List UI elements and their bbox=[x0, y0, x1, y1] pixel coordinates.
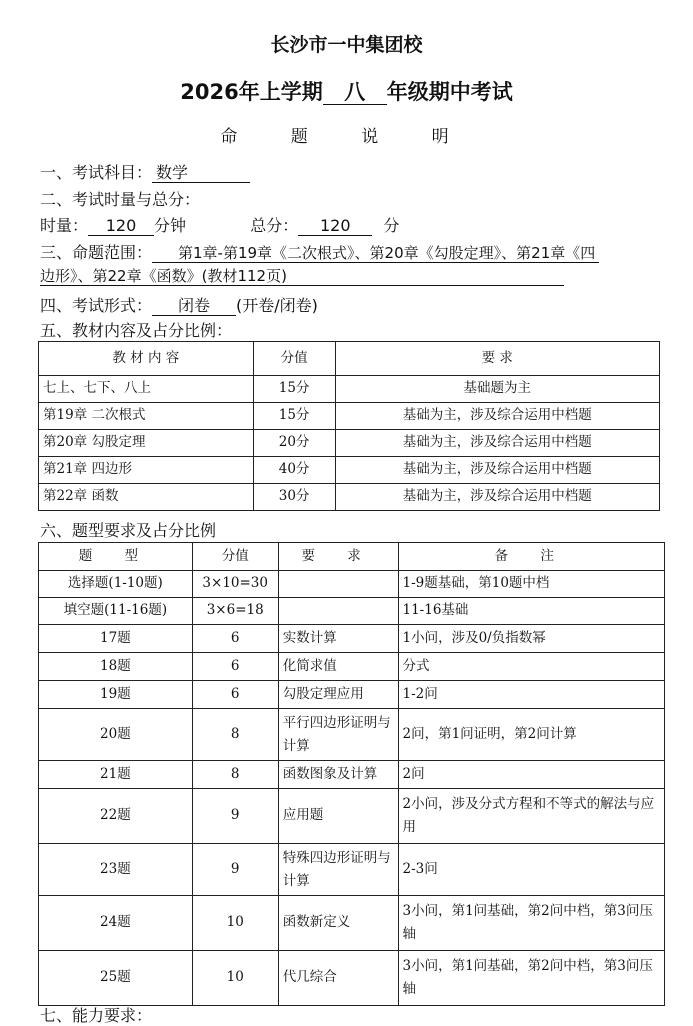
cell-type: 22题 bbox=[39, 789, 193, 844]
table-row bbox=[39, 484, 660, 511]
table-row bbox=[39, 709, 665, 761]
table-row bbox=[39, 844, 665, 896]
table-row bbox=[39, 789, 665, 844]
cell-requirement: 基础为主，涉及综合运用中档题 bbox=[335, 484, 659, 511]
cell-note: 1小问，涉及0/负指数幂 bbox=[398, 625, 665, 653]
cell-content: 第19章 二次根式 bbox=[39, 403, 254, 430]
doc-subtitle: 命 题 说 明 bbox=[220, 127, 473, 147]
cell-note: 2问，第1问证明，第2问计算 bbox=[398, 709, 665, 761]
cell-score: 30分 bbox=[253, 484, 335, 511]
cell-note: 2小问，涉及分式方程和不等式的解法与应用 bbox=[398, 789, 665, 844]
cell-score: 8 bbox=[192, 709, 278, 761]
table-row bbox=[39, 457, 660, 484]
table-row bbox=[39, 761, 665, 789]
section-ability-label: 七、能力要求： bbox=[40, 1006, 153, 1025]
cell-note: 3小问，第1问基础，第2问中档，第3问压轴 bbox=[398, 951, 665, 1006]
cell-requirement: 函数图象及计算 bbox=[278, 761, 398, 789]
cell-score: 6 bbox=[192, 653, 278, 681]
cell-score: 15分 bbox=[253, 376, 335, 403]
table-row bbox=[39, 653, 665, 681]
cell-requirement: 实数计算 bbox=[278, 625, 398, 653]
section-subject bbox=[40, 160, 250, 183]
cell-content: 七上、七下、八上 bbox=[39, 376, 254, 403]
content-ratio-table bbox=[38, 341, 660, 511]
cell-score: 3×10=30 bbox=[192, 571, 278, 598]
time-unit: 分钟 bbox=[154, 216, 187, 235]
cell-score: 6 bbox=[192, 681, 278, 709]
time-value: 120 bbox=[88, 217, 154, 236]
format-note: (开卷/闭卷) bbox=[236, 296, 318, 315]
cell-score: 20分 bbox=[253, 430, 335, 457]
section-time-score-label: 二、考试时量与总分： bbox=[40, 190, 201, 209]
cell-requirement bbox=[278, 571, 398, 598]
exam-title-suffix: 年级期中考试 bbox=[386, 80, 513, 104]
score-label: 总分： bbox=[250, 216, 299, 235]
cell-type: 选择题(1-10题) bbox=[39, 571, 193, 598]
scope-label: 三、命题范围： bbox=[40, 243, 153, 262]
time-label: 时量： bbox=[40, 216, 89, 235]
cell-type: 24题 bbox=[39, 896, 193, 951]
cell-score: 10 bbox=[192, 951, 278, 1006]
cell-type: 填空题(11-16题) bbox=[39, 598, 193, 625]
cell-note: 11-16基础 bbox=[398, 598, 665, 625]
section-scope bbox=[40, 240, 599, 263]
cell-requirement: 特殊四边形证明与计算 bbox=[278, 844, 398, 896]
cell-content: 第20章 勾股定理 bbox=[39, 430, 254, 457]
table-row bbox=[39, 571, 665, 598]
header-note: 备 注 bbox=[398, 543, 665, 571]
section-format bbox=[40, 293, 318, 316]
cell-type: 21题 bbox=[39, 761, 193, 789]
cell-type: 18题 bbox=[39, 653, 193, 681]
exam-title-prefix: 2026年上学期 bbox=[180, 80, 323, 104]
header-type: 题 型 bbox=[39, 543, 193, 571]
cell-score: 40分 bbox=[253, 457, 335, 484]
exam-grade: 八 bbox=[323, 80, 387, 105]
cell-note: 2问 bbox=[398, 761, 665, 789]
school-name: 长沙市一中集团校 bbox=[270, 34, 423, 56]
table-header-row bbox=[39, 543, 665, 571]
section-question-types-label: 六、题型要求及占分比例 bbox=[40, 521, 217, 540]
cell-requirement: 化简求值 bbox=[278, 653, 398, 681]
cell-note: 1-9题基础，第10题中档 bbox=[398, 571, 665, 598]
scope-line1: 第1章-第19章《二次根式》、第20章《勾股定理》、第21章《四 bbox=[152, 245, 599, 263]
cell-note: 3小问，第1问基础，第2问中档，第3问压轴 bbox=[398, 896, 665, 951]
cell-note: 分式 bbox=[398, 653, 665, 681]
cell-requirement: 基础为主，涉及综合运用中档题 bbox=[335, 403, 659, 430]
cell-type: 25题 bbox=[39, 951, 193, 1006]
subject-label: 一、考试科目： bbox=[40, 163, 153, 182]
cell-score: 3×6=18 bbox=[192, 598, 278, 625]
cell-score: 9 bbox=[192, 844, 278, 896]
table-row bbox=[39, 951, 665, 1006]
cell-requirement: 代几综合 bbox=[278, 951, 398, 1006]
cell-requirement bbox=[278, 598, 398, 625]
cell-score: 15分 bbox=[253, 403, 335, 430]
cell-requirement: 函数新定义 bbox=[278, 896, 398, 951]
header-requirement: 要 求 bbox=[278, 543, 398, 571]
table-row bbox=[39, 598, 665, 625]
section-time-score bbox=[40, 213, 399, 236]
header-content: 教 材 内 容 bbox=[39, 342, 254, 376]
cell-note: 1-2问 bbox=[398, 681, 665, 709]
table-row bbox=[39, 376, 660, 403]
table-row bbox=[39, 896, 665, 951]
format-value: 闭卷 bbox=[152, 297, 236, 316]
cell-requirement: 基础为主，涉及综合运用中档题 bbox=[335, 457, 659, 484]
question-type-table bbox=[38, 542, 665, 1006]
table-row bbox=[39, 625, 665, 653]
cell-score: 9 bbox=[192, 789, 278, 844]
cell-requirement: 应用题 bbox=[278, 789, 398, 844]
table-row bbox=[39, 403, 660, 430]
subject-value: 数学 bbox=[152, 164, 250, 183]
cell-content: 第22章 函数 bbox=[39, 484, 254, 511]
cell-requirement: 基础为主，涉及综合运用中档题 bbox=[335, 430, 659, 457]
section-content-label: 五、教材内容及占分比例： bbox=[40, 321, 233, 340]
cell-score: 6 bbox=[192, 625, 278, 653]
table-row bbox=[39, 681, 665, 709]
table-row bbox=[39, 430, 660, 457]
cell-score: 8 bbox=[192, 761, 278, 789]
cell-score: 10 bbox=[192, 896, 278, 951]
header-score: 分值 bbox=[253, 342, 335, 376]
cell-requirement: 基础题为主 bbox=[335, 376, 659, 403]
cell-note: 2-3问 bbox=[398, 844, 665, 896]
cell-type: 20题 bbox=[39, 709, 193, 761]
table-header-row bbox=[39, 342, 660, 376]
cell-type: 17题 bbox=[39, 625, 193, 653]
score-unit: 分 bbox=[383, 216, 400, 235]
cell-content: 第21章 四边形 bbox=[39, 457, 254, 484]
cell-requirement: 勾股定理应用 bbox=[278, 681, 398, 709]
exam-title bbox=[0, 76, 693, 106]
format-label: 四、考试形式： bbox=[40, 296, 153, 315]
section-scope-cont bbox=[40, 266, 564, 286]
header-score: 分值 bbox=[192, 543, 278, 571]
cell-type: 23题 bbox=[39, 844, 193, 896]
score-value: 120 bbox=[298, 217, 372, 236]
scope-line2: 边形》、第22章《函数》(教材112页) bbox=[40, 268, 564, 286]
cell-type: 19题 bbox=[39, 681, 193, 709]
header-requirement: 要 求 bbox=[335, 342, 659, 376]
cell-requirement: 平行四边形证明与计算 bbox=[278, 709, 398, 761]
